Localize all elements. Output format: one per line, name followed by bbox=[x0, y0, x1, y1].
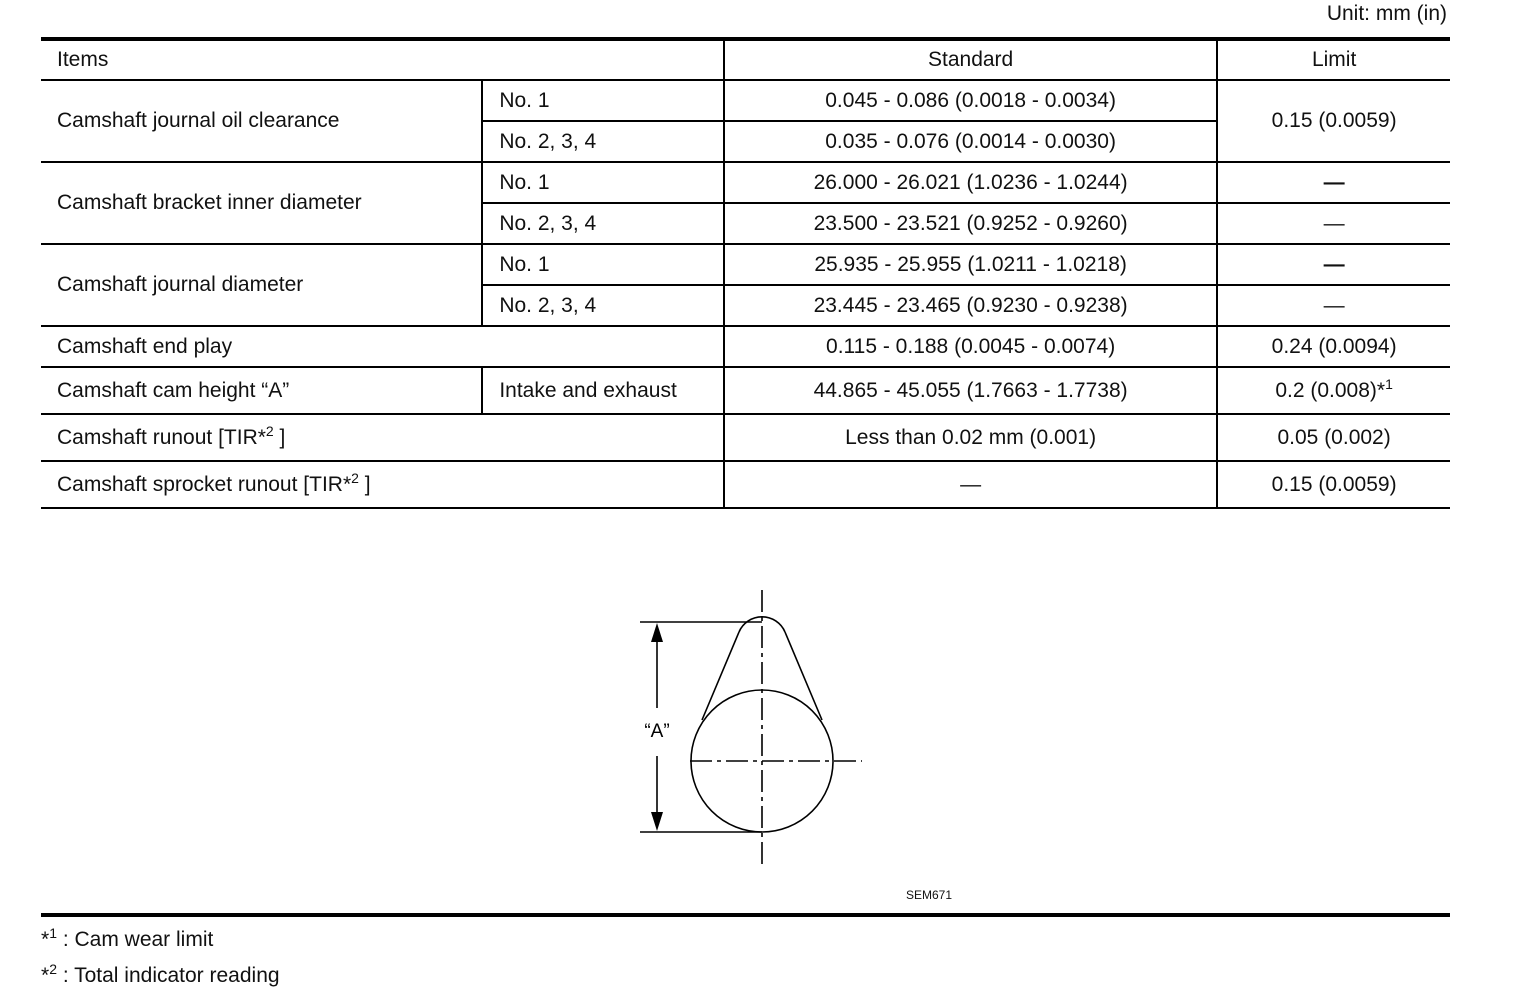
limit-cell: 0.15 (0.0059) bbox=[1217, 80, 1450, 162]
sub-cell: No. 2, 3, 4 bbox=[482, 203, 724, 244]
standard-cell: 0.035 - 0.076 (0.0014 - 0.0030) bbox=[724, 121, 1217, 162]
sub-cell: No. 2, 3, 4 bbox=[482, 285, 724, 326]
item-cell bbox=[41, 461, 724, 508]
cam-height-diagram bbox=[620, 580, 880, 880]
footnote-text: : Total indicator reading bbox=[56, 964, 280, 987]
footnote-mark: * bbox=[41, 964, 50, 987]
footnote-1 bbox=[41, 925, 214, 952]
standard-cell: 23.445 - 23.465 (0.9230 - 0.9238) bbox=[724, 285, 1217, 326]
item-cell: Camshaft journal diameter bbox=[41, 244, 482, 326]
lobe-flank-right bbox=[785, 632, 822, 720]
arrow-up bbox=[651, 623, 663, 642]
header-items: Items bbox=[41, 39, 724, 80]
standard-cell: Less than 0.02 mm (0.001) bbox=[724, 414, 1217, 461]
footnote-mark: * bbox=[41, 928, 50, 951]
standard-cell: 44.865 - 45.055 (1.7663 - 1.7738) bbox=[724, 367, 1217, 414]
dimension-label-a: “A” bbox=[644, 721, 670, 742]
sub-cell: No. 1 bbox=[482, 80, 724, 121]
table-header-row bbox=[41, 39, 1450, 80]
footnote-divider bbox=[41, 913, 1450, 917]
table-row bbox=[41, 461, 1450, 508]
sub-cell: No. 1 bbox=[482, 244, 724, 285]
table-row bbox=[41, 414, 1450, 461]
standard-cell: — bbox=[724, 461, 1217, 508]
header-limit: Limit bbox=[1217, 39, 1450, 80]
limit-cell: — bbox=[1323, 252, 1345, 276]
figure-code: SEM671 bbox=[906, 888, 953, 902]
item-text-end: ] bbox=[273, 425, 286, 449]
standard-cell: 0.045 - 0.086 (0.0018 - 0.0034) bbox=[724, 80, 1217, 121]
footnote-2 bbox=[41, 961, 280, 988]
unit-label: Unit: mm (in) bbox=[1326, 2, 1447, 25]
sub-cell: No. 2, 3, 4 bbox=[482, 121, 724, 162]
limit-cell: — bbox=[1323, 170, 1345, 194]
item-cell: Camshaft cam height “A” bbox=[41, 367, 482, 414]
sub-cell: Intake and exhaust bbox=[482, 367, 724, 414]
lobe-flank-left bbox=[702, 632, 739, 720]
limit-cell: 0.24 (0.0094) bbox=[1217, 326, 1450, 367]
footnote-text: : Cam wear limit bbox=[56, 928, 214, 951]
table-row bbox=[41, 326, 1450, 367]
standard-cell: 25.935 - 25.955 (1.0211 - 1.0218) bbox=[724, 244, 1217, 285]
standard-cell: 0.115 - 0.188 (0.0045 - 0.0074) bbox=[724, 326, 1217, 367]
limit-cell: — bbox=[1323, 211, 1345, 235]
table-row bbox=[41, 244, 1450, 285]
limit-cell bbox=[1217, 367, 1450, 414]
sub-cell: No. 1 bbox=[482, 162, 724, 203]
camshaft-spec-table bbox=[41, 37, 1450, 509]
header-standard: Standard bbox=[724, 39, 1217, 80]
standard-cell: 26.000 - 26.021 (1.0236 - 1.0244) bbox=[724, 162, 1217, 203]
table-row bbox=[41, 80, 1450, 121]
limit-value: 0.2 (0.008)* bbox=[1275, 378, 1386, 402]
table-row bbox=[41, 367, 1450, 414]
limit-cell: 0.15 (0.0059) bbox=[1217, 461, 1450, 508]
item-text: Camshaft sprocket runout [TIR* bbox=[57, 472, 352, 496]
footnote-number: 2 bbox=[49, 961, 57, 977]
item-cell bbox=[41, 414, 724, 461]
arrow-down bbox=[651, 812, 663, 831]
item-text-end: ] bbox=[358, 472, 371, 496]
limit-cell: 0.05 (0.002) bbox=[1217, 414, 1450, 461]
footnote-number: 1 bbox=[49, 925, 57, 941]
limit-cell: — bbox=[1323, 293, 1345, 317]
item-cell: Camshaft end play bbox=[41, 326, 724, 367]
footnote-ref: 2 bbox=[351, 469, 359, 486]
footnote-ref: 1 bbox=[1385, 375, 1393, 392]
item-text: Camshaft runout [TIR* bbox=[57, 425, 266, 449]
table-row bbox=[41, 162, 1450, 203]
item-cell: Camshaft bracket inner diameter bbox=[41, 162, 482, 244]
standard-cell: 23.500 - 23.521 (0.9252 - 0.9260) bbox=[724, 203, 1217, 244]
footnote-ref: 2 bbox=[265, 422, 274, 439]
item-cell: Camshaft journal oil clearance bbox=[41, 80, 482, 162]
